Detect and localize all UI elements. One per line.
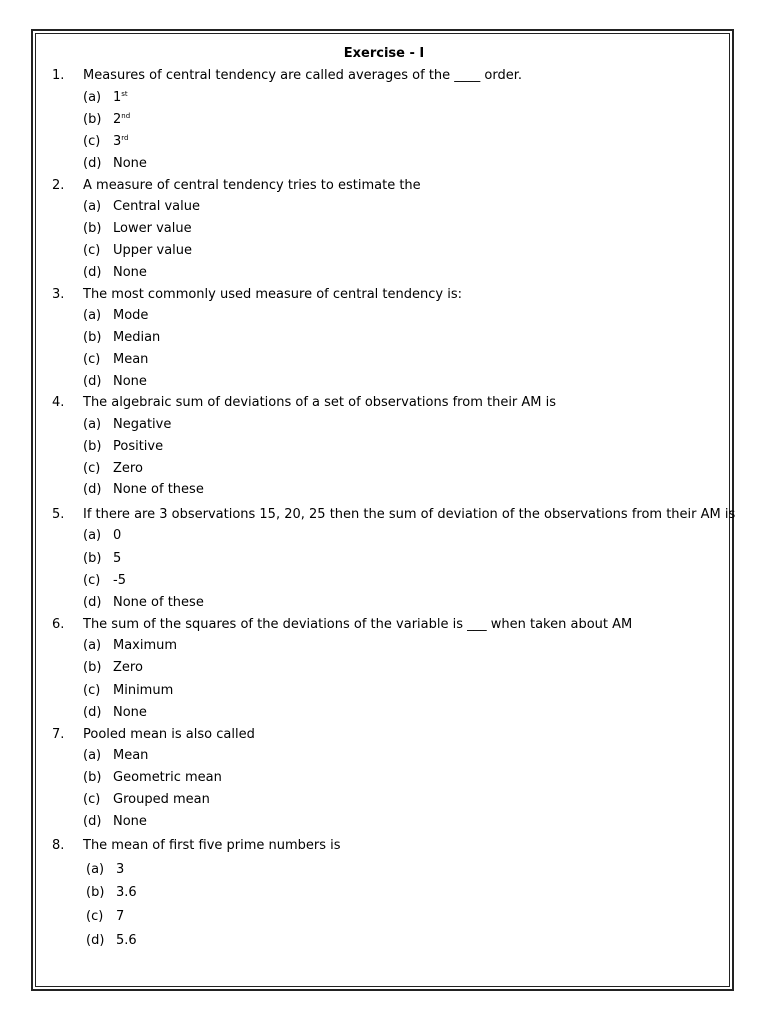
- option-text: 1st: [113, 90, 128, 105]
- question-text: Measures of central tendency are called averages of the ____ order.: [83, 68, 523, 83]
- option-text: Grouped mean: [113, 792, 210, 807]
- option-text: 3.6: [116, 885, 137, 900]
- option-label: (b): [83, 221, 102, 236]
- option-label: (a): [83, 638, 102, 653]
- option-text: Central value: [113, 199, 200, 214]
- option-label: (d): [83, 595, 102, 610]
- option-label: (d): [83, 705, 102, 720]
- option-text: Negative: [113, 417, 172, 432]
- question-text: A measure of central tendency tries to estimate the: [83, 178, 421, 193]
- option-text: None of these: [113, 482, 204, 497]
- option-label: (a): [86, 862, 105, 877]
- option-label: (c): [83, 573, 101, 588]
- option-text: Zero: [113, 660, 143, 675]
- question-text: If there are 3 observations 15, 20, 25 then the sum of deviation of the observations from their AM is: [83, 507, 736, 522]
- option-text: Positive: [113, 439, 164, 454]
- option-label: (c): [83, 243, 101, 258]
- option-label: (d): [86, 933, 105, 948]
- question-number: 8.: [52, 838, 65, 853]
- option-label: (b): [83, 770, 102, 785]
- option-label: (a): [83, 90, 102, 105]
- question-text: Pooled mean is also called: [83, 727, 255, 742]
- option-text: None: [113, 374, 147, 389]
- option-text: Lower value: [113, 221, 192, 236]
- option-text: None: [113, 705, 147, 720]
- ordinal-suffix: st: [121, 90, 128, 98]
- option-text: Upper value: [113, 243, 193, 258]
- option-text: 0: [113, 528, 122, 543]
- option-label: (c): [83, 461, 101, 476]
- option-label: (a): [83, 199, 102, 214]
- option-text: Minimum: [113, 683, 174, 698]
- question-number: 4.: [52, 395, 65, 410]
- exercise-title: Exercise - I: [343, 46, 425, 61]
- option-text: -5: [113, 573, 126, 588]
- option-label: (c): [83, 352, 101, 367]
- option-label: (d): [83, 265, 102, 280]
- option-label: (b): [83, 112, 102, 127]
- option-label: (b): [86, 885, 105, 900]
- option-text: 3rd: [113, 134, 129, 149]
- option-label: (a): [83, 528, 102, 543]
- option-label: (d): [83, 374, 102, 389]
- option-text: None of these: [113, 595, 204, 610]
- option-text: Mode: [113, 308, 149, 323]
- question-number: 6.: [52, 617, 65, 632]
- option-text: Zero: [113, 461, 143, 476]
- option-text: Mean: [113, 352, 149, 367]
- question-number: 3.: [52, 287, 65, 302]
- question-text: The algebraic sum of deviations of a set of observations from their AM is: [83, 395, 557, 410]
- question-text: The sum of the squares of the deviations of the variable is ___ when taken about AM: [83, 617, 633, 632]
- option-label: (b): [83, 439, 102, 454]
- question-number: 7.: [52, 727, 65, 742]
- option-text: Median: [113, 330, 161, 345]
- question-number: 1.: [52, 68, 65, 83]
- option-label: (d): [83, 814, 102, 829]
- option-text: Maximum: [113, 638, 178, 653]
- option-label: (b): [83, 330, 102, 345]
- option-text: None: [113, 814, 147, 829]
- option-label: (a): [83, 308, 102, 323]
- option-label: (b): [83, 660, 102, 675]
- option-label: (a): [83, 417, 102, 432]
- option-label: (c): [86, 909, 104, 924]
- option-text: Mean: [113, 748, 149, 763]
- option-label: (d): [83, 156, 102, 171]
- option-text: 7: [116, 909, 125, 924]
- option-label: (c): [83, 683, 101, 698]
- option-text: 5: [113, 551, 122, 566]
- ordinal-suffix: rd: [121, 134, 129, 142]
- option-label: (b): [83, 551, 102, 566]
- option-text: 3: [116, 862, 125, 877]
- option-label: (d): [83, 482, 102, 497]
- option-text: Geometric mean: [113, 770, 222, 785]
- option-text: None: [113, 265, 147, 280]
- question-number: 2.: [52, 178, 65, 193]
- option-text: 2nd: [113, 112, 131, 127]
- option-text: 5.6: [116, 933, 137, 948]
- ordinal-suffix: nd: [121, 112, 131, 120]
- question-text: The mean of first five prime numbers is: [83, 838, 341, 853]
- question-text: The most commonly used measure of central tendency is:: [83, 287, 462, 302]
- option-label: (c): [83, 134, 101, 149]
- question-number: 5.: [52, 507, 65, 522]
- option-label: (c): [83, 792, 101, 807]
- option-text: None: [113, 156, 147, 171]
- option-label: (a): [83, 748, 102, 763]
